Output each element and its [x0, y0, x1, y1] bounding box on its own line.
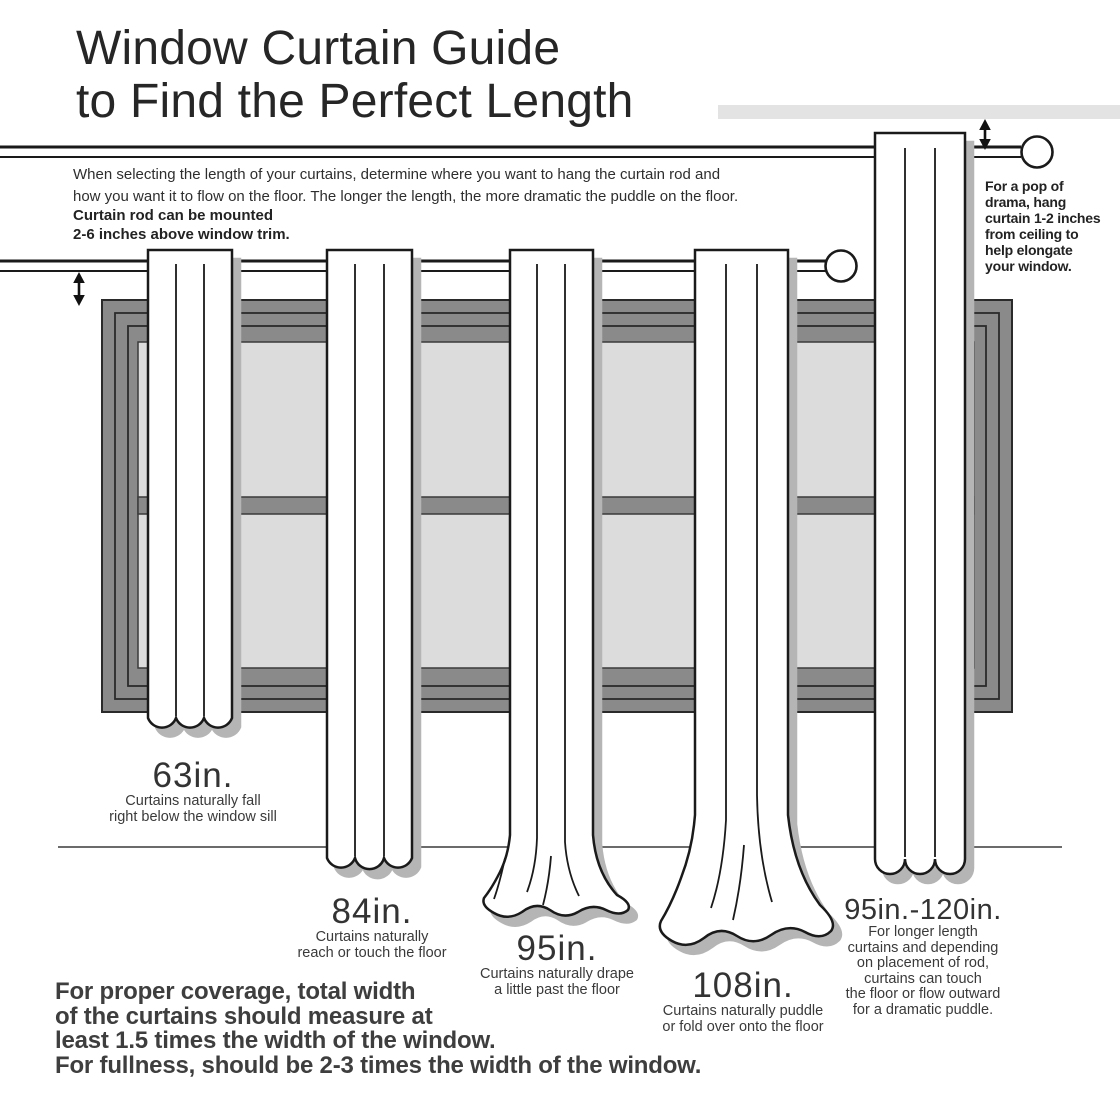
- intro-line2: how you want it to flow on the floor. The longer the length, the more dramatic the puddle on the floor.: [73, 187, 739, 205]
- length-desc-line: Curtains naturally: [315, 929, 429, 945]
- page-title-line1: Window Curtain Guide: [76, 22, 561, 75]
- length-desc-line: the floor or flow outward: [845, 986, 1001, 1003]
- curtain-body: [875, 133, 965, 874]
- length-desc-line: reach or touch the floor: [297, 944, 447, 961]
- length-desc-line: Curtains naturally fall: [125, 793, 261, 809]
- coverage-note: [55, 980, 701, 1078]
- length-desc-line: Curtains naturally drape: [480, 966, 634, 982]
- rod-lower-finial-icon: [826, 251, 857, 282]
- length-size: 95in.-120in.: [844, 894, 1002, 926]
- length-desc-line: or fold over onto the floor: [662, 1018, 824, 1035]
- length-label-84in: [297, 894, 446, 961]
- intro-line1: When selecting the length of your curtains, determine where you want to hang the curtain rod and: [73, 166, 721, 183]
- curtain-body: [148, 250, 232, 728]
- ceiling-tip-line: help elongate: [985, 242, 1073, 258]
- length-desc-line: for a dramatic puddle.: [852, 1001, 994, 1018]
- length-desc-line: on placement of rod,: [856, 955, 990, 972]
- rod-mount-note-line1: Curtain rod can be mounted: [73, 207, 274, 224]
- ceiling-tip-line: curtain 1-2 inches: [985, 210, 1101, 226]
- intro-paragraph: [73, 164, 738, 207]
- curtain-body: [327, 250, 412, 869]
- rod-mount-note-line2: 2-6 inches above window trim.: [73, 226, 290, 243]
- rod-upper-finial-icon: [1022, 137, 1053, 168]
- ceiling-gap-arrow-icon: [979, 119, 991, 150]
- rod-mount-note: [73, 206, 290, 244]
- page-title: [76, 22, 634, 128]
- ceiling-tip-line: your window.: [985, 258, 1072, 274]
- ceiling-tip-line: drama, hang: [985, 194, 1067, 210]
- length-label-63in: [109, 758, 277, 825]
- curtain-panel-95-120in: [875, 133, 973, 883]
- curtain-panel-63in: [148, 250, 240, 737]
- ceiling-bar: [718, 105, 1120, 119]
- length-desc-line: curtains can touch: [864, 970, 982, 987]
- coverage-note-line: For proper coverage, total width: [55, 978, 416, 1005]
- length-size: 63in.: [152, 756, 234, 795]
- length-desc-line: Curtains naturally puddle: [662, 1003, 824, 1019]
- coverage-note-line: least 1.5 times the width of the window.: [55, 1027, 496, 1054]
- mount-height-arrow-icon: [73, 272, 85, 306]
- coverage-note-line: of the curtains should measure at: [55, 1002, 433, 1030]
- ceiling-tip-line: from ceiling to: [985, 226, 1079, 242]
- length-size: 95in.: [516, 929, 598, 968]
- coverage-note-line: For fullness, should be 2-3 times the width of the window.: [55, 1051, 702, 1079]
- ceiling-tip-line: For a pop of: [985, 178, 1064, 194]
- length-size: 108in.: [692, 966, 794, 1005]
- length-desc-line: For longer length: [868, 924, 978, 940]
- page-title-line2: to Find the Perfect Length: [76, 75, 634, 128]
- length-size: 84in.: [331, 892, 413, 931]
- length-desc-line: a little past the floor: [494, 981, 620, 998]
- length-desc-line: curtains and depending: [847, 939, 999, 956]
- length-label-95-120in: [844, 895, 1002, 1019]
- ceiling-tip-note: [985, 178, 1120, 274]
- curtain-panel-84in: [327, 250, 420, 878]
- length-desc-line: right below the window sill: [109, 808, 277, 825]
